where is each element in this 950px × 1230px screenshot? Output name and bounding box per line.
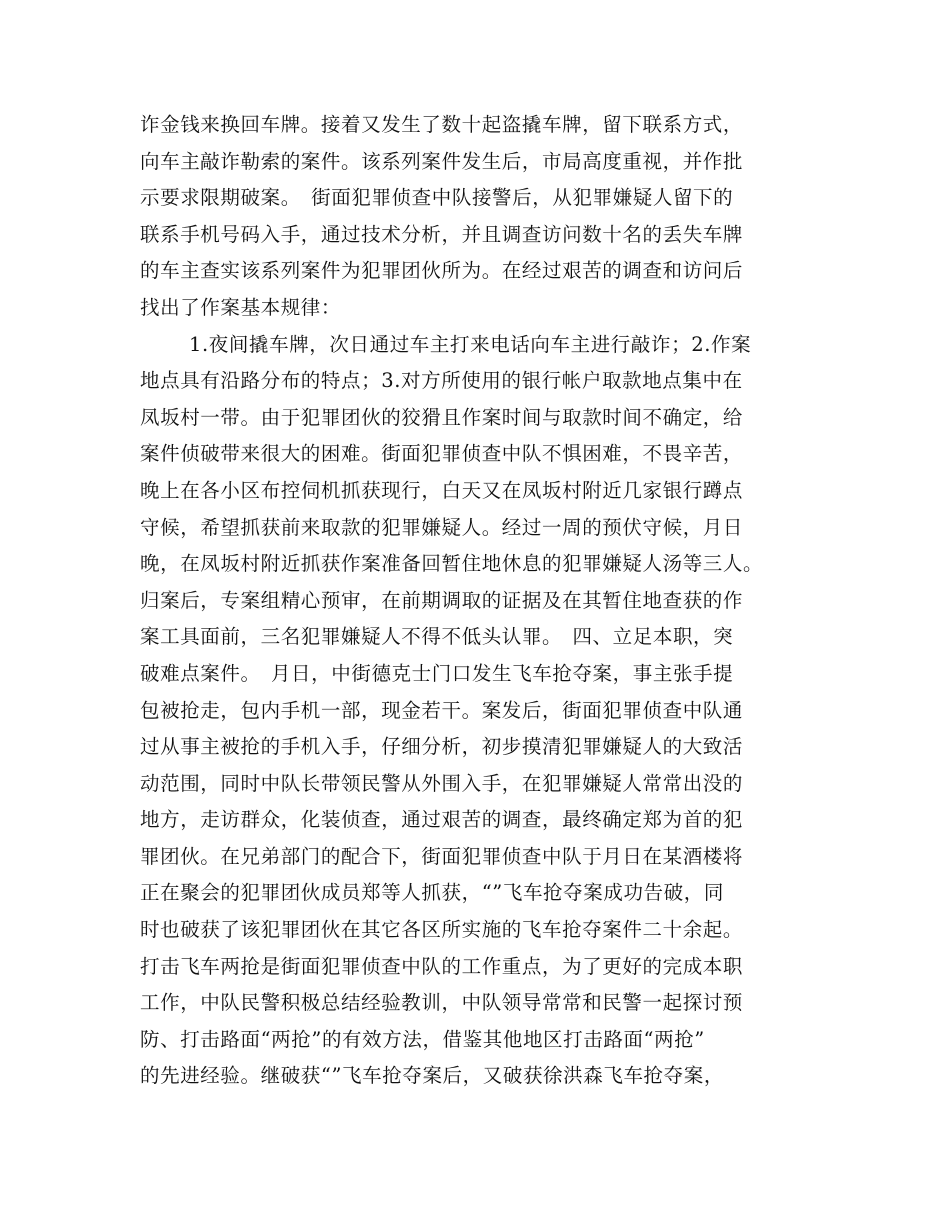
text-line: 守候，希望抓获前来取款的犯罪嫌疑人。经过一周的预伏守候，月日 xyxy=(140,515,744,539)
body-text xyxy=(140,107,810,1095)
text-line: 晚上在各小区布控伺机抓获现行，白天又在凤坂村附近几家银行蹲点 xyxy=(140,478,744,502)
text-line: 诈金钱来换回车牌。接着又发生了数十起盗撬车牌，留下联系方式， xyxy=(140,113,744,136)
text-line: 包被抢走，包内手机一部，现金若干。案发后，街面犯罪侦查中队通 xyxy=(140,698,744,722)
text-line: 工作，中队民警积极总结经验教训，中队领导常常和民警一起探讨预 xyxy=(140,991,744,1015)
text-line: 示要求限期破案。 街面犯罪侦查中队接警后，从犯罪嫌疑人留下的 xyxy=(140,186,734,210)
text-line: 的车主查实该系列案件为犯罪团伙所为。在经过艰苦的调查和访问后 xyxy=(140,259,744,283)
text-line: 凤坂村一带。由于犯罪团伙的狡猾且作案时间与取款时间不确定，给 xyxy=(140,405,744,429)
text-line: 正在聚会的犯罪团伙成员郑等人抓获，“”飞车抢夺案成功告破，同 xyxy=(140,881,724,905)
text-line: 防、打击路面“两抢”的有效方法，借鉴其他地区打击路面“两抢” xyxy=(140,1027,705,1051)
text-line: 过从事主被抢的手机入手，仔细分析，初步摸清犯罪嫌疑人的大致活 xyxy=(140,735,744,759)
text-line: 向车主敲诈勒索的案件。该系列案件发生后，市局高度重视，并作批 xyxy=(140,149,744,173)
text-line: 找出了作案基本规律： xyxy=(140,295,342,319)
text-line: 破难点案件。 月日，中街德克士门口发生飞车抢夺案，事主张手提 xyxy=(140,661,734,685)
text-line: 联系手机号码入手，通过技术分析，并且调查访问数十名的丢失车牌 xyxy=(140,222,744,246)
text-line: 罪团伙。在兄弟部门的配合下，街面犯罪侦查中队于月日在某酒楼将 xyxy=(140,844,744,868)
text-line: 的先进经验。继破获“”飞车抢夺案后，又破获徐洪森飞车抢夺案， xyxy=(140,1064,724,1088)
text-line: 地点具有沿路分布的特点；3.对方所使用的银行帐户取款地点集中在 xyxy=(140,369,743,393)
text-line: 动范围，同时中队长带领民警从外围入手，在犯罪嫌疑人常常出没的 xyxy=(140,771,744,795)
text-line: 1.夜间撬车牌，次日通过车主打来电话向车主进行敲诈；2.作案 xyxy=(189,332,752,356)
text-line: 地方，走访群众，化装侦查，通过艰苦的调查，最终确定郑为首的犯 xyxy=(140,808,744,832)
text-line: 归案后，专案组精心预审，在前期调取的证据及在其暂住地查获的作 xyxy=(140,588,744,612)
text-line: 案工具面前，三名犯罪嫌疑人不得不低头认罪。 四、立足本职，突 xyxy=(140,625,734,649)
text-line: 晚，在凤坂村附近抓获作案准备回暂住地休息的犯罪嫌疑人汤等三人。 xyxy=(140,552,764,576)
text-line: 打击飞车两抢是街面犯罪侦查中队的工作重点，为了更好的完成本职 xyxy=(140,954,744,978)
text-line: 时也破获了该犯罪团伙在其它各区所实施的飞车抢夺案件二十余起。 xyxy=(140,918,744,942)
text-line: 案件侦破带来很大的困难。街面犯罪侦查中队不惧困难，不畏辛苦， xyxy=(140,442,744,466)
